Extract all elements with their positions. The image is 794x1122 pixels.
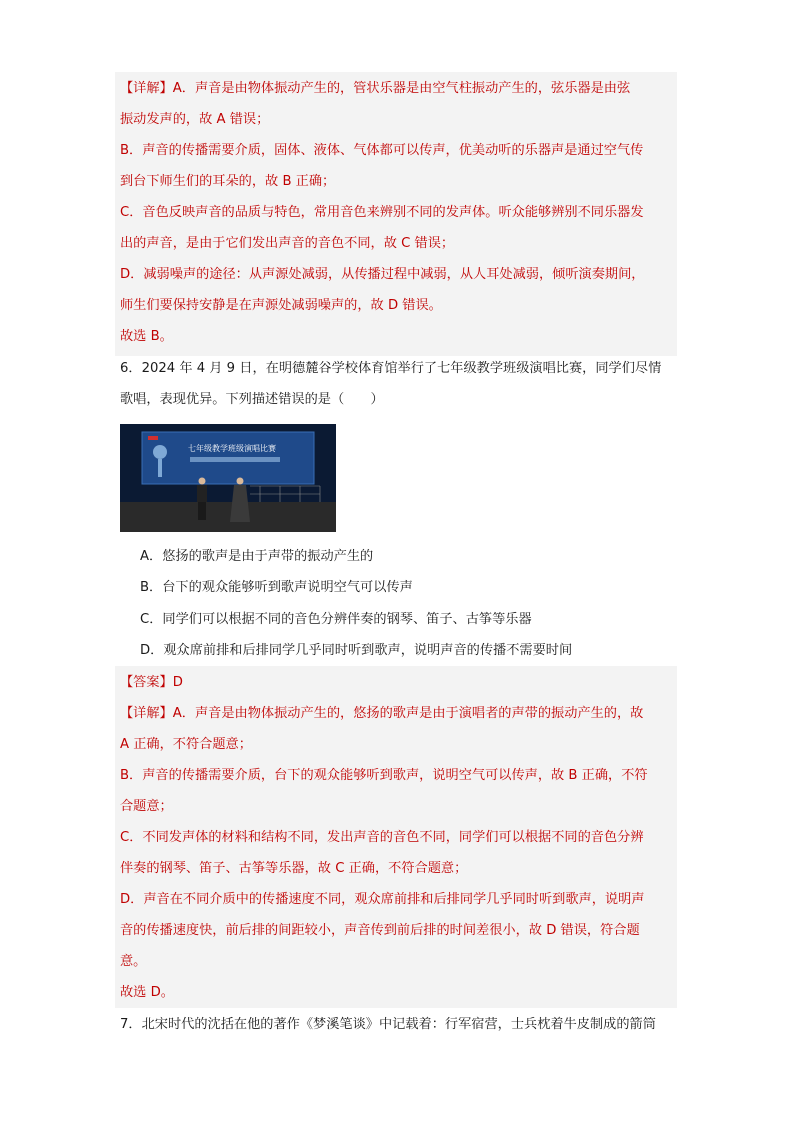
q6-analysis-line: 音的传播速度快，前后排的间距较小，声音传到前后排的时间差很小，故 D 错误，符合题 (120, 923, 640, 938)
q6-conclusion: 故选 D。 (120, 985, 174, 1000)
microphone-graphic (153, 445, 167, 459)
q6-option-a: A．悠扬的歌声是由于声带的振动产生的 (140, 549, 374, 564)
q5-analysis-line: 振动发声的，故 A 错误； (120, 112, 270, 127)
q5-analysis-line: D．减弱噪声的途径：从声源处减弱，从传播过程中减弱，从人耳处减弱，倾听演奏期间， (120, 267, 645, 282)
q6-analysis-line: 【详解】A．声音是由物体振动产生的，悠扬的歌声是由于演唱者的声带的振动产生的，故 (120, 706, 644, 721)
q6-analysis-line: 意。 (120, 954, 147, 969)
q6-analysis-line: A 正确，不符合题意； (120, 737, 252, 752)
q5-analysis-line: B．声音的传播需要介质，固体、液体、气体都可以传声，优美动听的乐器声是通过空气传 (120, 143, 644, 158)
logo-mark (148, 436, 158, 440)
q5-analysis-line: 【详解】A．声音是由物体振动产生的，管状乐器是由空气柱振动产生的，弦乐器是由弦 (120, 81, 631, 96)
q6-option-c: C．同学们可以根据不同的音色分辨伴奏的钢琴、笛子、古筝等乐器 (140, 612, 532, 627)
singing-contest-photo (120, 424, 336, 532)
q6-analysis-line: B．声音的传播需要介质，台下的观众能够听到歌声，说明空气可以传声，故 B 正确，不符 (120, 768, 648, 783)
screen-banner-text: 七年级教学班级演唱比赛 (188, 444, 276, 453)
screen-subtitle-bar (190, 457, 280, 462)
q5-conclusion: 故选 B。 (120, 329, 173, 344)
q6-analysis-line: 合题意； (120, 799, 173, 814)
q6-analysis-line: 伴奏的钢琴、笛子、古筝等乐器，故 C 正确，不符合题意； (120, 861, 468, 876)
q6-stem-line: 6．2024 年 4 月 9 日，在明德麓谷学校体育馆举行了七年级教学班级演唱比赛，同学们尽情 (120, 361, 662, 376)
q6-option-b: B．台下的观众能够听到歌声说明空气可以传声 (140, 580, 413, 595)
q7-stem-line: 7．北宋时代的沈括在他的著作《梦溪笔谈》中记载着：行军宿营，士兵枕着牛皮制成的箭筒 (120, 1017, 656, 1032)
q5-analysis-line: C．音色反映声音的品质与特色，常用音色来辨别不同的发声体。听众能够辨别不同乐器发 (120, 205, 644, 220)
q6-analysis-line: D．声音在不同介质中的传播速度不同，观众席前排和后排同学几乎同时听到歌声，说明声 (120, 892, 645, 907)
stage-floor (120, 502, 336, 532)
q6-stem-line: 歌唱，表现优异。下列描述错误的是（ ） (120, 392, 384, 407)
q5-analysis-line: 师生们要保持安静是在声源处减弱噪声的，故 D 错误。 (120, 298, 442, 313)
q5-analysis-line: 出的声音，是由于它们发出声音的音色不同，故 C 错误； (120, 236, 455, 251)
q6-option-d: D．观众席前排和后排同学几乎同时听到歌声，说明声音的传播不需要时间 (140, 643, 573, 658)
q6-answer: 【答案】D (120, 675, 183, 690)
q6-analysis-line: C．不同发声体的材料和结构不同，发出声音的音色不同，同学们可以根据不同的音色分辨 (120, 830, 644, 845)
q5-analysis-line: 到台下师生们的耳朵的，故 B 正确； (120, 174, 336, 189)
